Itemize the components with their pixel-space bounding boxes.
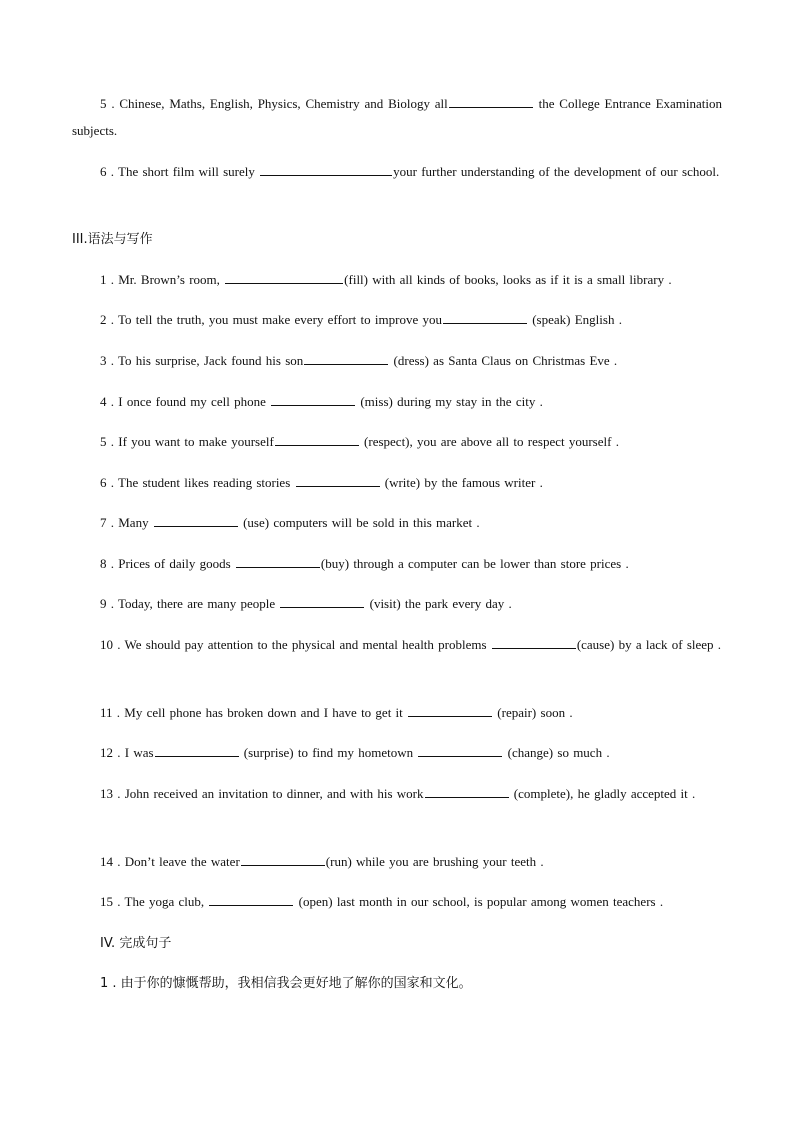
answer-blank[interactable] <box>154 514 238 527</box>
question-text: 11 . My cell phone has broken down and I have to get it <box>100 705 408 720</box>
question-text: 9 . Today, there are many people <box>100 596 280 611</box>
answer-blank[interactable] <box>296 474 380 487</box>
question-text: (respect), you are above all to respect yourself . <box>359 434 619 449</box>
question-text: 13 . John received an invitation to dinner, and with his work <box>100 786 424 801</box>
question-text: (complete), he gladly accepted it . <box>509 786 696 801</box>
question-text: 2 . To tell the truth, you must make every effort to improve you <box>100 312 442 327</box>
question-g1 <box>72 266 722 293</box>
question-text: 15 . The yoga club, <box>100 894 209 909</box>
question-text: (surprise) to find my hometown <box>239 745 418 760</box>
question-g4 <box>72 388 722 415</box>
question-a5 <box>72 90 722 144</box>
section-heading-grammar: III.语法与写作 <box>72 232 153 247</box>
answer-blank[interactable] <box>241 853 325 866</box>
question-g10 <box>72 631 722 658</box>
question-text: (fill) with all kinds of books, looks as if it is a small library . <box>344 272 672 287</box>
answer-blank[interactable] <box>260 163 392 176</box>
question-g8 <box>72 550 722 577</box>
question-text: (change) so much . <box>503 745 610 760</box>
question-text: (cause) by a lack of sleep . <box>576 637 722 652</box>
question-text: 6 . The student likes reading stories <box>100 475 295 490</box>
answer-blank[interactable] <box>425 785 509 798</box>
answer-blank[interactable] <box>271 393 355 406</box>
question-text: 8 . Prices of daily goods <box>100 556 235 571</box>
question-text: the College Entrance Examination subjects. <box>72 96 722 138</box>
question-text: (dress) as Santa Claus on Christmas Eve . <box>389 353 618 368</box>
question-g12 <box>72 739 722 766</box>
question-text: 14 . Don’t leave the water <box>100 854 240 869</box>
answer-blank[interactable] <box>304 352 388 365</box>
answer-blank[interactable] <box>408 704 492 717</box>
question-g11 <box>72 699 722 726</box>
answer-blank[interactable] <box>443 311 527 324</box>
question-g6 <box>72 469 722 496</box>
question-text: 3 . To his surprise, Jack found his son <box>100 353 304 368</box>
question-text: (miss) during my stay in the city . <box>356 394 543 409</box>
question-text: 10 . We should pay attention to the physical and mental health problems <box>100 637 491 652</box>
question-g13 <box>72 780 722 807</box>
answer-blank[interactable] <box>449 95 533 108</box>
question-text: (speak) English . <box>527 312 622 327</box>
question-text: (buy) through a computer can be lower than store prices . <box>320 556 629 571</box>
answer-blank[interactable] <box>275 433 359 446</box>
question-text: your further understanding of the development of our school. <box>393 164 720 179</box>
question-text: 5 . Chinese, Maths, English, Physics, Chemistry and Biology all <box>100 96 448 111</box>
question-text: (open) last month in our school, is popular among women teachers . <box>294 894 664 909</box>
question-g5 <box>72 428 722 455</box>
section-heading-translation: IV. 完成句子 <box>100 936 172 951</box>
question-g15 <box>72 888 722 915</box>
question-g14 <box>72 848 722 875</box>
question-g2 <box>72 306 722 333</box>
answer-blank[interactable] <box>155 744 239 757</box>
answer-blank[interactable] <box>492 636 576 649</box>
question-s1: 1 . 由于你的慷慨帮助，我相信我会更好地了解你的国家和文化。 <box>100 976 472 991</box>
question-text: 5 . If you want to make yourself <box>100 434 274 449</box>
answer-blank[interactable] <box>418 744 502 757</box>
question-g9 <box>72 590 722 617</box>
answer-blank[interactable] <box>225 271 343 284</box>
question-text: 7 . Many <box>100 515 153 530</box>
question-g7 <box>72 509 722 536</box>
question-text: 6 . The short film will surely <box>100 164 260 179</box>
question-text: (repair) soon . <box>493 705 573 720</box>
question-a6 <box>72 158 722 185</box>
question-text: 12 . I was <box>100 745 154 760</box>
question-text: (run) while you are brushing your teeth . <box>325 854 544 869</box>
question-text: 4 . I once found my cell phone <box>100 394 271 409</box>
question-text: (visit) the park every day . <box>365 596 512 611</box>
question-text: (use) computers will be sold in this market . <box>238 515 480 530</box>
question-text: 1 . Mr. Brown’s room, <box>100 272 225 287</box>
question-g3 <box>72 347 722 374</box>
answer-blank[interactable] <box>236 555 320 568</box>
question-text: (write) by the famous writer . <box>380 475 543 490</box>
answer-blank[interactable] <box>280 595 364 608</box>
answer-blank[interactable] <box>209 893 293 906</box>
